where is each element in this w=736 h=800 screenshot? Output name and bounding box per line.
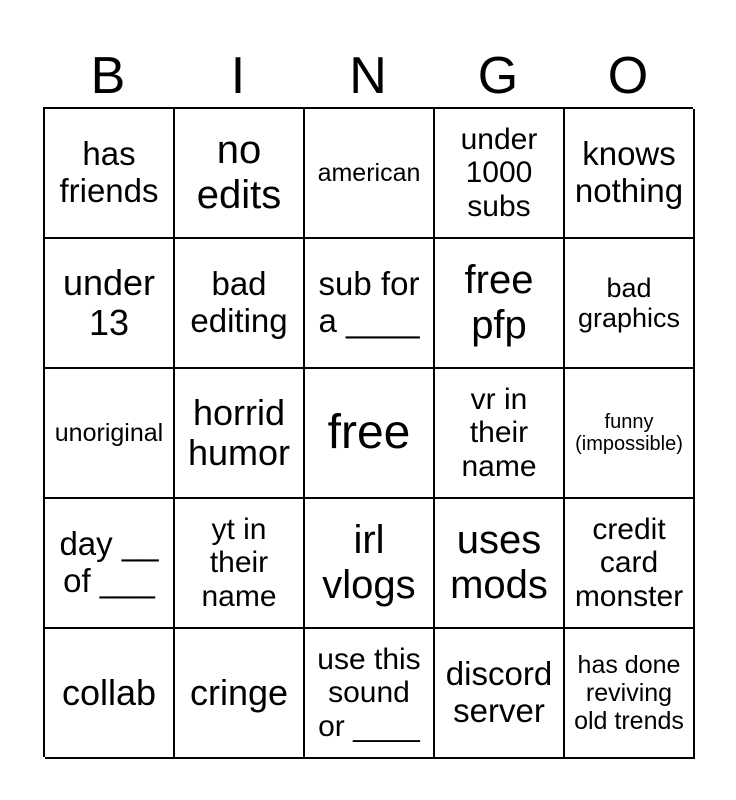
bingo-cell[interactable]: collab (45, 629, 175, 759)
header-letter-o: O (607, 47, 649, 105)
bingo-cell[interactable]: has friends (45, 109, 175, 239)
bingo-cell[interactable]: use this sound or ____ (305, 629, 435, 759)
bingo-cell[interactable]: vr in their name (435, 369, 565, 499)
header-letter-b: B (90, 47, 126, 105)
bingo-cell[interactable]: bad editing (175, 239, 305, 369)
bingo-board (43, 107, 693, 757)
header-letter-i: I (230, 47, 246, 105)
bingo-cell[interactable]: knows nothing (565, 109, 695, 239)
bingo-cell[interactable]: credit card monster (565, 499, 695, 629)
bingo-cell[interactable]: sub for a ____ (305, 239, 435, 369)
bingo-cell[interactable]: irl vlogs (305, 499, 435, 629)
header-letter-n: N (349, 47, 387, 105)
bingo-cell[interactable]: discord server (435, 629, 565, 759)
bingo-cell[interactable]: american (305, 109, 435, 239)
bingo-cell[interactable]: unoriginal (45, 369, 175, 499)
bingo-cell[interactable]: under 13 (45, 239, 175, 369)
bingo-cell[interactable]: yt in their name (175, 499, 305, 629)
bingo-cell[interactable]: cringe (175, 629, 305, 759)
bingo-header (43, 44, 693, 108)
bingo-cell[interactable]: has done reviving old trends (565, 629, 695, 759)
bingo-cell[interactable]: bad graphics (565, 239, 695, 369)
bingo-cell-free-space[interactable]: free (305, 369, 435, 499)
bingo-cell[interactable]: under 1000 subs (435, 109, 565, 239)
bingo-cell[interactable]: funny (impossible) (565, 369, 695, 499)
bingo-cell[interactable]: no edits (175, 109, 305, 239)
bingo-cell[interactable]: free pfp (435, 239, 565, 369)
bingo-cell[interactable]: horrid humor (175, 369, 305, 499)
bingo-cell[interactable]: day __ of ___ (45, 499, 175, 629)
bingo-cell[interactable]: uses mods (435, 499, 565, 629)
header-letter-g: G (477, 47, 519, 105)
